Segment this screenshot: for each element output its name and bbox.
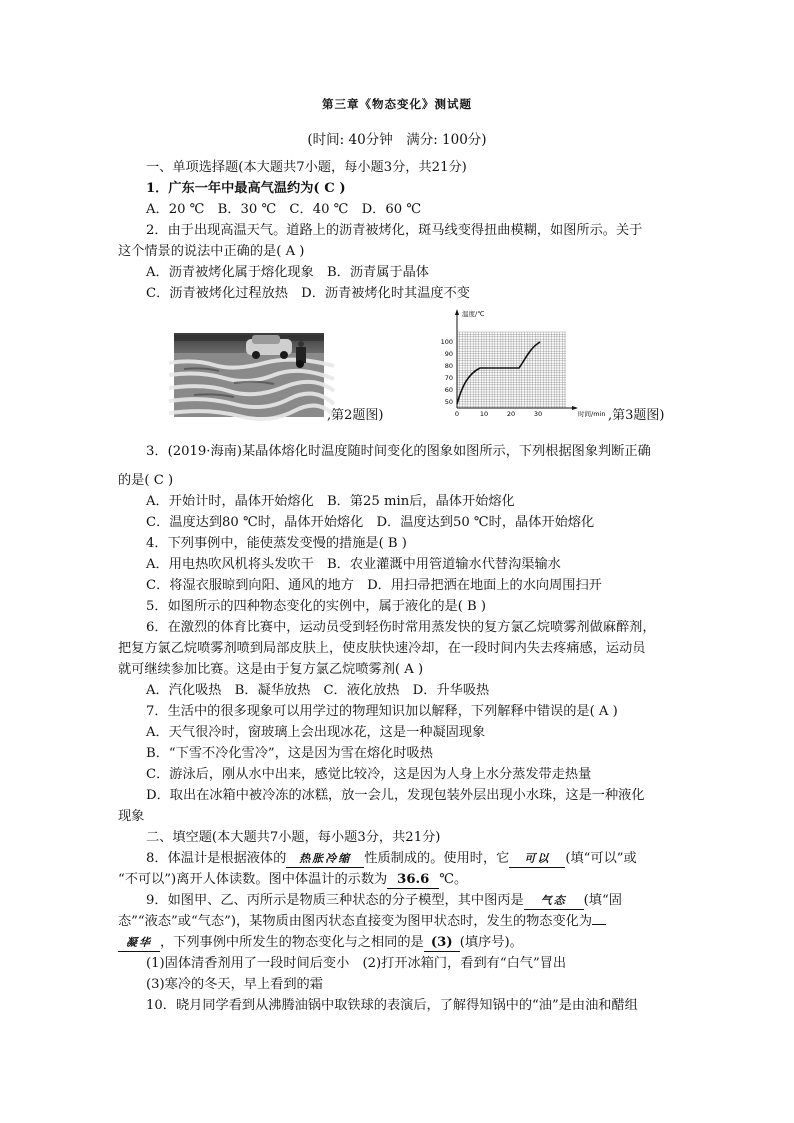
q9-items-1-2: (1)固体清香剂用了一段时间后变小 (2)打开冰箱门，看到有“白气”冒出	[146, 956, 567, 971]
q7-option-b: B．“下雪不冷化雪冷”，这是因为雪在熔化时吸热	[146, 746, 433, 761]
q9-item-3: (3)寒冷的冬天，早上看到的霜	[146, 977, 323, 992]
q9-answer-2: 凝华	[118, 935, 160, 952]
q4-options-cd: C．将湿衣服晾到向阳、通风的地方 D．用扫帚把洒在地面上的水向周围扫开	[146, 578, 602, 593]
q9-blank-lead	[592, 924, 606, 925]
x-tick-10: 10	[479, 410, 489, 418]
y-tick-50: 50	[444, 398, 453, 406]
q8-text-1: 8．体温计是根据液体的	[146, 851, 287, 866]
q3-options-cd: C．温度达到80 ℃时，晶体开始熔化 D．温度达到50 ℃时，晶体开始熔化	[146, 515, 595, 530]
page-title: 第三章《物态变化》测试题	[322, 97, 472, 111]
graph-grid	[457, 332, 566, 408]
q9-text-5: (填序号)。	[459, 935, 523, 950]
q9-answer-1: 气态	[524, 893, 584, 910]
q6-line3: 就可继续参加比赛。这是由于复方氯乙烷喷雾剂( A )	[118, 662, 424, 677]
q8-line1	[146, 849, 637, 869]
q9-text-3: 态”“液态”或“气态”)，某物质由图丙状态直接变为图甲状态时，发生的物态变化为	[118, 914, 593, 929]
q3-options-ab: A．开始计时，晶体开始熔化 B．第25 min后，晶体开始熔化	[146, 494, 515, 509]
section-heading-fill: 二、填空题(本大题共7小题，每小题3分，共21分)	[146, 830, 441, 845]
x-tick-30: 30	[533, 410, 543, 418]
q6-line1: 6．在激烈的体育比赛中，运动员受到轻伤时常用蒸发快的复方氯乙烷喷雾剂做麻醉剂，	[146, 620, 656, 635]
q9-line3	[118, 933, 523, 953]
q8-line2	[118, 870, 467, 890]
y-tick-60: 60	[444, 386, 453, 394]
q2-options-cd: C．沥青被烤化过程放热 D．沥青被烤化时其温度不变	[146, 286, 470, 301]
x-tick-0: 0	[454, 410, 460, 418]
q6-line2: 把复方氯乙烷喷雾剂喷到局部皮肤上，使皮肤快速冷却，在一段时间内失去疼痛感，运动员	[118, 641, 646, 656]
q2-line2: 这个情景的说法中正确的是( A )	[118, 244, 305, 259]
q5-stem: 5．如图所示的四种物态变化的实例中，属于液化的是( B )	[146, 599, 487, 614]
graph-x-label: 时间/min	[578, 410, 606, 418]
y-tick-90: 90	[444, 350, 453, 358]
q1-stem-text: 1．广东一年中最高气温约为( C )	[146, 181, 346, 196]
q9-text-2: (填“固	[583, 893, 622, 908]
q8-answer-1: 热胀冷缩	[286, 851, 364, 868]
q7-option-d: D．取出在冰箱中被冷冻的冰糕，放一会儿，发现包装外层出现小水珠，这是一种液化	[146, 788, 645, 803]
q2-options-ab: A．沥青被烤化属于熔化现象 B．沥青属于晶体	[146, 265, 429, 280]
q9-answer-3: (3)	[424, 935, 460, 952]
x-tick-20: 20	[506, 410, 516, 418]
q10-line1: 10．晓月同学看到从沸腾油锅中取铁球的表演后，了解得知锅中的“油”是由油和醋组	[146, 998, 638, 1013]
section-heading-choice: 一、单项选择题(本大题共7小题，每小题3分，共21分)	[146, 160, 467, 175]
q9-text-4: ，下列事例中所发生的物态变化与之相同的是	[160, 935, 424, 950]
q7-option-d-cont: 现象	[118, 809, 145, 824]
q3-line2: 的是( C )	[118, 473, 174, 488]
q6-options: A．汽化吸热 B．凝华放热 C．液化放热 D．升华吸热	[146, 683, 490, 698]
y-tick-70: 70	[444, 374, 453, 382]
q9-line1	[146, 891, 622, 911]
q7-option-c: C．游泳后，刚从水中出来，感觉比较冷，这是因为人身上水分蒸发带走热量	[146, 767, 592, 782]
q7-option-a: A．天气很冷时，窗玻璃上会出现冰花，这是一种凝固现象	[146, 725, 486, 740]
q2-line1: 2．由于出现高温天气。道路上的沥青被烤化，斑马线变得扭曲模糊，如图所示。关于	[146, 223, 643, 238]
q4-stem: 4．下列事例中，能使蒸发变慢的措施是( B )	[146, 536, 407, 551]
q8-text-5: ℃。	[439, 872, 468, 887]
y-axis-arrow-icon	[455, 309, 459, 315]
q2-figure-caption: ,第2题图)	[327, 408, 384, 423]
q9-text-1: 9．如图甲、乙、丙所示是物质三种状态的分子模型，其中图丙是	[146, 893, 524, 908]
page-subtitle: (时间: 40分钟 满分: 100分)	[307, 132, 487, 148]
q1-stem	[146, 179, 346, 199]
q8-text-3: (填“可以”或	[565, 851, 637, 866]
q3-line1: 3．(2019·海南)某晶体熔化时温度随时间变化的图象如图所示，下列根据图象判断正确	[146, 444, 651, 459]
q4-options-ab: A．用电热吹风机将头发吹干 B．农业灌溉中用管道输水代替沟渠输水	[146, 557, 561, 572]
q8-answer-2: 可以	[509, 851, 565, 868]
q8-answer-3: 36.6	[387, 872, 439, 889]
q9-line2	[118, 912, 606, 932]
q3-figure-caption: ,第3题图)	[608, 408, 665, 423]
q2-road-photo	[174, 333, 324, 417]
q8-text-4: “不可以”)离开人体读数。图中体温计的示数为	[118, 872, 388, 887]
y-tick-80: 80	[444, 362, 453, 370]
q1-options: A．20 ℃ B．30 ℃ C．40 ℃ D．60 ℃	[146, 202, 422, 217]
y-tick-100: 100	[440, 338, 453, 346]
q8-text-2: 性质制成的。使用时，它	[364, 851, 510, 866]
road-photo-drawing	[174, 333, 324, 417]
q3-melting-graph	[430, 306, 606, 418]
q7-stem: 7．生活中的很多现象可以用学过的物理知识加以解释，下列解释中错误的是( A )	[146, 704, 618, 719]
graph-y-label: 温度/℃	[462, 310, 485, 318]
